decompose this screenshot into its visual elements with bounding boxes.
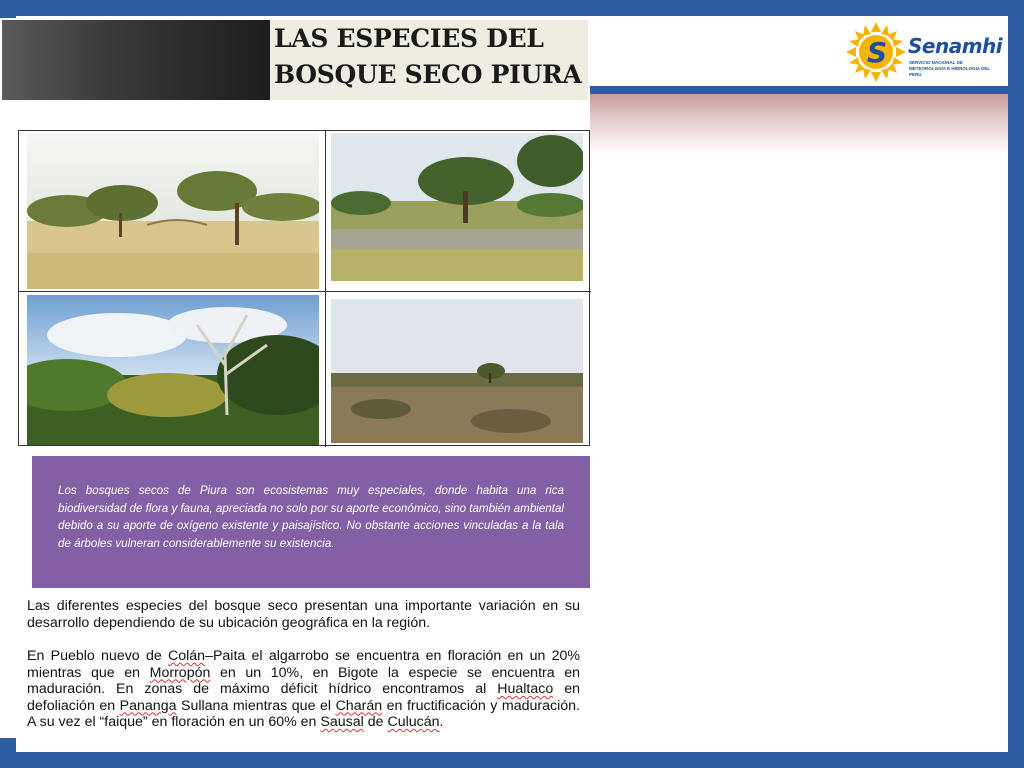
page-title-line-2: BOSQUE SECO PIURA (274, 60, 582, 89)
species-name-charan: Charán (335, 697, 383, 714)
grid-divider-vertical (325, 131, 326, 447)
place-name-culucan: Culucán (387, 714, 440, 730)
paragraph-segment: de (363, 714, 388, 730)
document-panel (0, 18, 590, 738)
page-title-line-1: LAS ESPECIES DEL (274, 24, 544, 53)
sun-icon (846, 22, 906, 82)
dry-forest-photo-4 (331, 299, 583, 443)
paragraph-segment: en defoliación en (27, 681, 580, 714)
dry-forest-photo-1 (27, 133, 319, 289)
header-gradient (590, 94, 1008, 154)
place-name-sausal: Sausal (320, 714, 364, 730)
paragraph-segment: –Paita el algarrobo se encuentra en floración en un 20% mientras que en (27, 648, 581, 681)
place-name-pananga: Pananga (119, 697, 177, 714)
photo-grid (18, 130, 590, 446)
paragraph-segment: en fructificación y maduración. A su vez el “faique” en floración en un 60% en (27, 697, 581, 730)
species-name-hualtaco: Hualtaco (497, 681, 554, 697)
body-paragraph-2 (27, 648, 580, 731)
paragraph-segment: En Pueblo nuevo de (27, 648, 168, 664)
caption-box (32, 456, 590, 588)
dry-forest-photo-3 (27, 295, 319, 445)
paragraph-segment: en un 10%, en Bigote la especie se encuentra en maduración. En zonas de máximo déficit hídrico encontramos al (27, 664, 581, 697)
title-dark-bar (2, 20, 270, 100)
svg-text:S: S (867, 36, 888, 69)
place-name-morropon: Morropón (149, 664, 211, 681)
body-paragraph-1: Las diferentes especies del bosque seco presentan una importante variación en su desarrollo dependiendo de su ubicación geográfica en la región. (27, 598, 580, 631)
paragraph-segment: . (439, 714, 444, 730)
title-box (270, 20, 588, 100)
paragraph-segment: Sullana mientras que el (176, 697, 336, 714)
grid-divider-horizontal (19, 291, 591, 292)
caption-text: Los bosques secos de Piura son ecosistemas muy especiales, donde habita una rica biodiversidad de flora y fauna, apreciada no solo por su aporte económico, sino también ambiental debido a su aporte de oxígeno existente y paisajístico. No obstante acciones vinculadas a la tala de árboles vulneran considerablemente su existencia. (58, 484, 564, 550)
header-band (590, 86, 1008, 94)
logo-subtitle: SERVICIO NACIONAL DE METEOROLOGÍA E HIDROLOGÍA DEL PERÚ (909, 60, 991, 77)
logo-wordmark: Senamhi (908, 34, 1003, 58)
place-name-colan: Colán (167, 648, 206, 664)
dry-forest-photo-2 (331, 133, 583, 281)
